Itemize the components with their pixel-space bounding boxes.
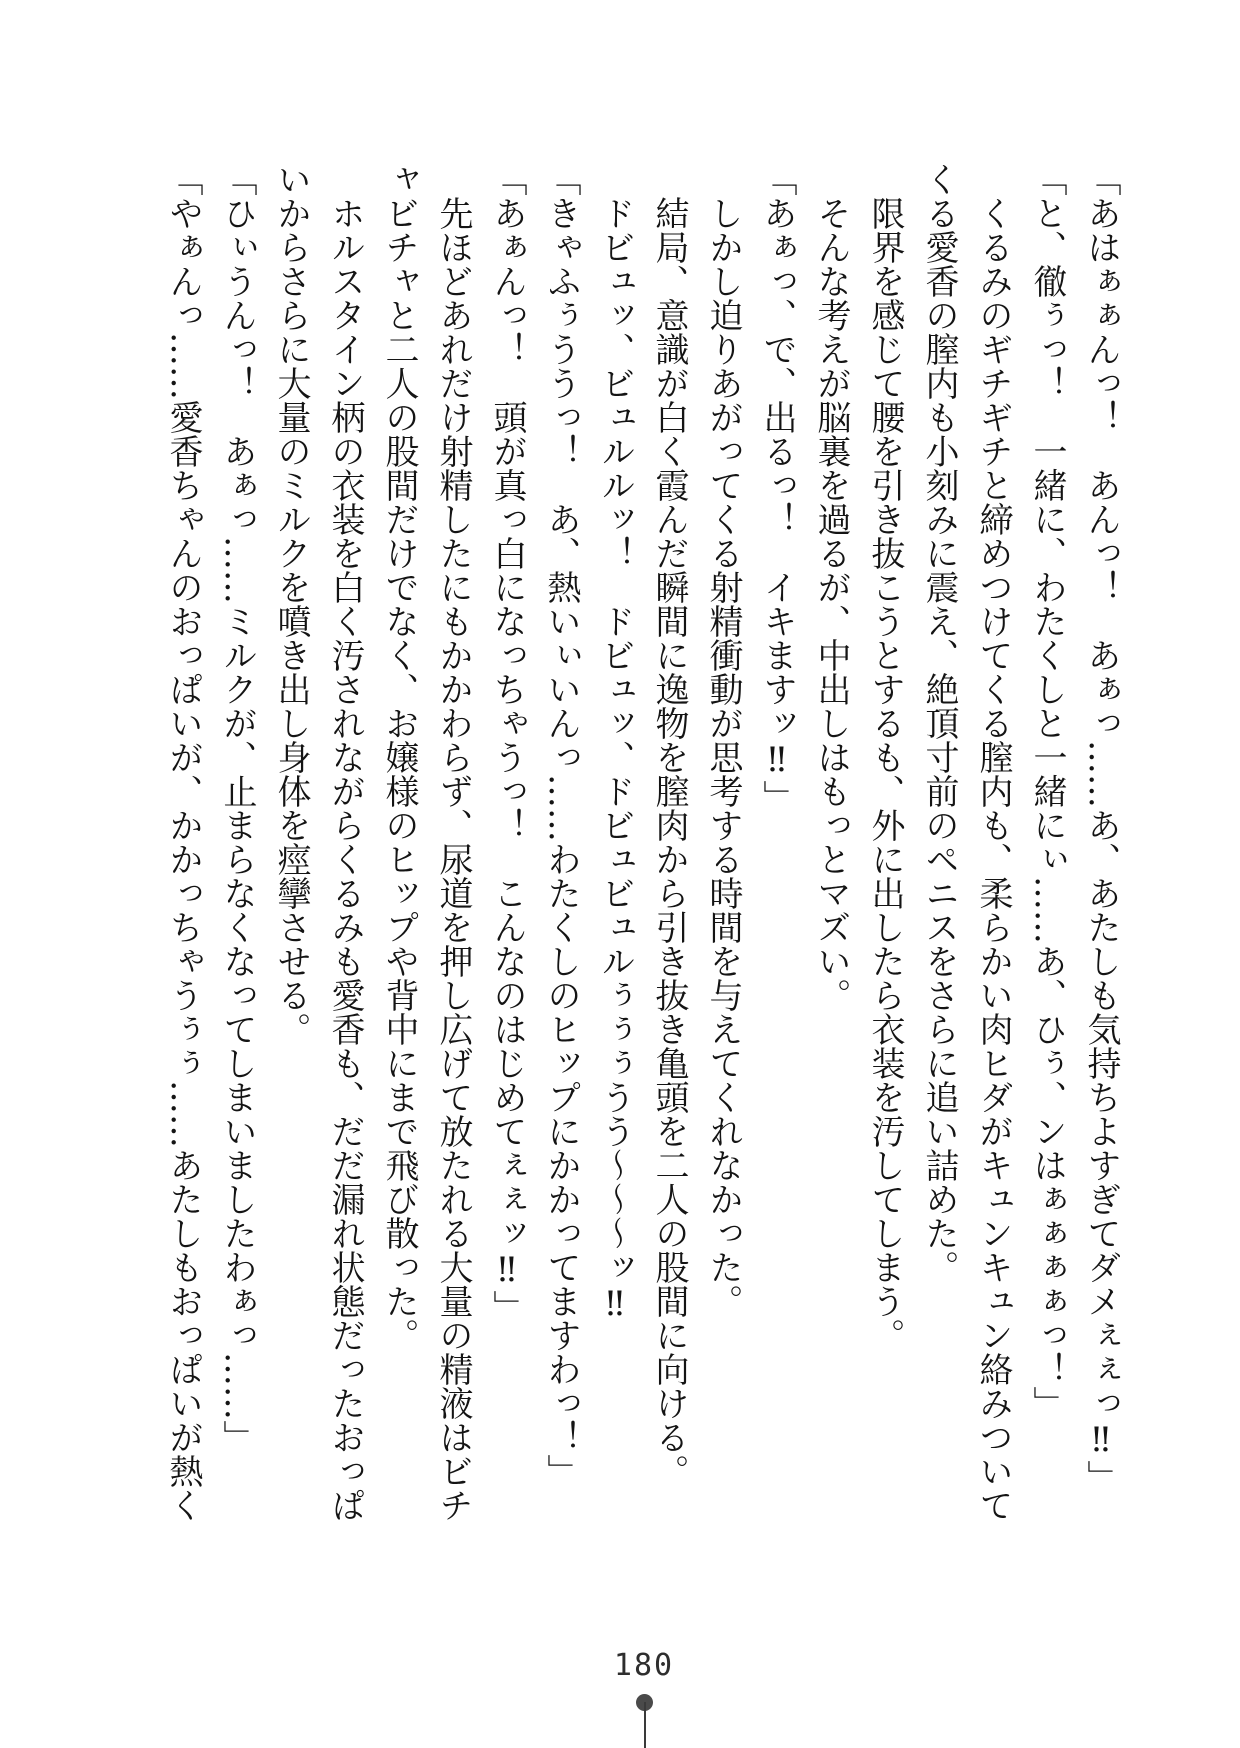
text-column: そんな考えが脳裏を過るが、中出しはもっとマズい。 xyxy=(811,196,851,1012)
text-column: ホルスタイン柄の衣装を白く汚されながらくるみも愛香も、だだ漏れ状態だったおっぱ xyxy=(325,196,365,1522)
text-column: 「きゃふぅううっ！ あ、熱いぃいんっ……わたくしのヒップにかかってますわっ！」 xyxy=(541,162,581,1488)
text-column: 「あぁっ、で、出るっ！ イキますッ‼」 xyxy=(757,162,797,814)
text-column: 先ほどあれだけ射精したにもかかわらず、尿道を押し広げて放たれる大量の精液はビチ xyxy=(433,196,473,1522)
text-column: いからさらに大量のミルクを噴き出し身体を痙攣させる。 xyxy=(271,162,311,1046)
text-column: 結局、意識が白く霞んだ瞬間に逸物を膣肉から引き抜き亀頭を二人の股間に向ける。 xyxy=(649,196,689,1488)
text-column: ドビュッ、ビュルルッ！ ドビュッ、ドビュビュルぅぅぅうう〜〜〜ッ‼ xyxy=(595,196,635,1324)
text-column: 限界を感じて腰を引き抜こうとするも、外に出したら衣装を汚してしまう。 xyxy=(865,196,905,1352)
text-column: 「ひぃうんっ！ あぁっ……ミルクが、止まらなくなってしまいましたわぁっ……」 xyxy=(217,162,257,1454)
text-column: 「と、徹ぅっ！ 一緒に、わたくしと一緒にぃ……あ、ひぅ、ンはぁぁぁぁっ！」 xyxy=(1027,162,1067,1420)
text-column: くるみのギチギチと締めつけてくる膣内も、柔らかい肉ヒダがキュンキュン絡みついて xyxy=(973,196,1013,1522)
text-column: しかし迫りあがってくる射精衝動が思考する時間を与えてくれなかった。 xyxy=(703,196,743,1318)
page-footer xyxy=(0,1640,1240,1748)
text-column: ャビチャと二人の股間だけでなく、お嬢様のヒップや背中にまで飛び散った。 xyxy=(379,162,419,1352)
text-column: 「あはぁぁんっ！ あんっ！ あぁっ……あ、あたしも気持ちよすぎてダメぇぇっ‼」 xyxy=(1081,162,1121,1494)
text-block xyxy=(156,162,1128,1522)
page-number: 180 xyxy=(613,1648,675,1683)
text-column: 「あぁんっ！ 頭が真っ白になっちゃうっ！ こんなのはじめてぇぇッ‼」 xyxy=(487,162,527,1324)
text-column: くる愛香の膣内も小刻みに震え、絶頂寸前のペニスをさらに追い詰めた。 xyxy=(919,162,959,1284)
footer-ornament-line xyxy=(644,1702,646,1748)
text-column: 「やぁんっ……愛香ちゃんのおっぱいが、かかっちゃうぅぅ……あたしもおっぱいが熱く xyxy=(163,162,203,1522)
